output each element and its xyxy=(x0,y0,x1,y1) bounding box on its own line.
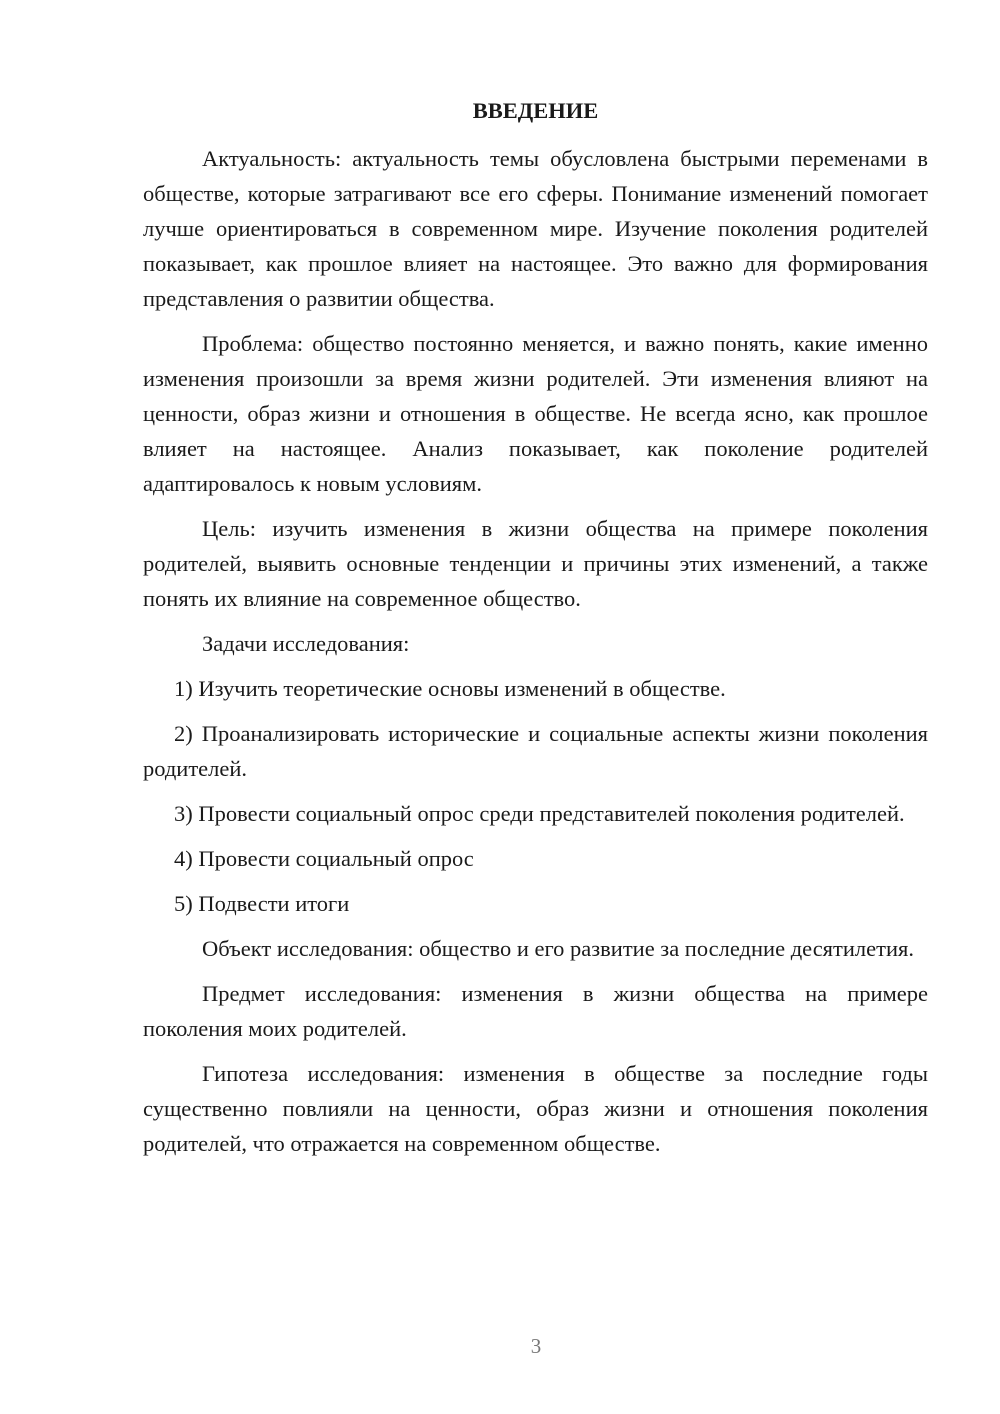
section-title: ВВЕДЕНИЕ xyxy=(472,98,599,123)
paragraph-tasks-heading: Задачи исследования: xyxy=(202,631,410,656)
page-content xyxy=(143,93,928,1171)
paragraph-object: Объект исследования: общество и его развитие за последние десятилетия. xyxy=(202,936,914,961)
task-item-4: 4) Провести социальный опрос xyxy=(174,846,474,871)
task-item-2: 2) Проанализировать исторические и социальные аспекты жизни поколения родителей. xyxy=(143,721,928,781)
page-number: 3 xyxy=(530,1334,542,1358)
task-item-1: 1) Изучить теоретические основы изменений в обществе. xyxy=(174,676,726,701)
task-item-5: 5) Подвести итоги xyxy=(174,891,350,916)
paragraph-hypothesis: Гипотеза исследования: изменения в обществе за последние годы существенно повлияли на ценности, образ жизни и отношения поколения родителей, что отражается на современном обществе. xyxy=(143,1061,928,1156)
paragraph-subject: Предмет исследования: изменения в жизни общества на примере поколения моих родителей. xyxy=(143,981,928,1041)
task-item-3: 3) Провести социальный опрос среди представителей поколения родителей. xyxy=(174,801,905,826)
paragraph-relevance: Актуальность: актуальность темы обусловлена быстрыми переменами в обществе, которые затрагивают все его сферы. Понимание изменений помогает лучше ориентироваться в современном мире. Изучение поколения родителей показывает, как прошлое влияет на настоящее. Это важно для формирования представления о развитии общества. xyxy=(143,146,928,311)
paragraph-problem: Проблема: общество постоянно меняется, и важно понять, какие именно изменения произошли за время жизни родителей. Эти изменения влияют на ценности, образ жизни и отношения в обществе. Не всегда ясно, как прошлое влияет на настоящее. Анализ показывает, как поколение родителей адаптировалось к новым условиям. xyxy=(143,331,928,496)
paragraph-goal: Цель: изучить изменения в жизни общества на примере поколения родителей, выявить основные тенденции и причины этих изменений, а также понять их влияние на современное общество. xyxy=(143,516,928,611)
